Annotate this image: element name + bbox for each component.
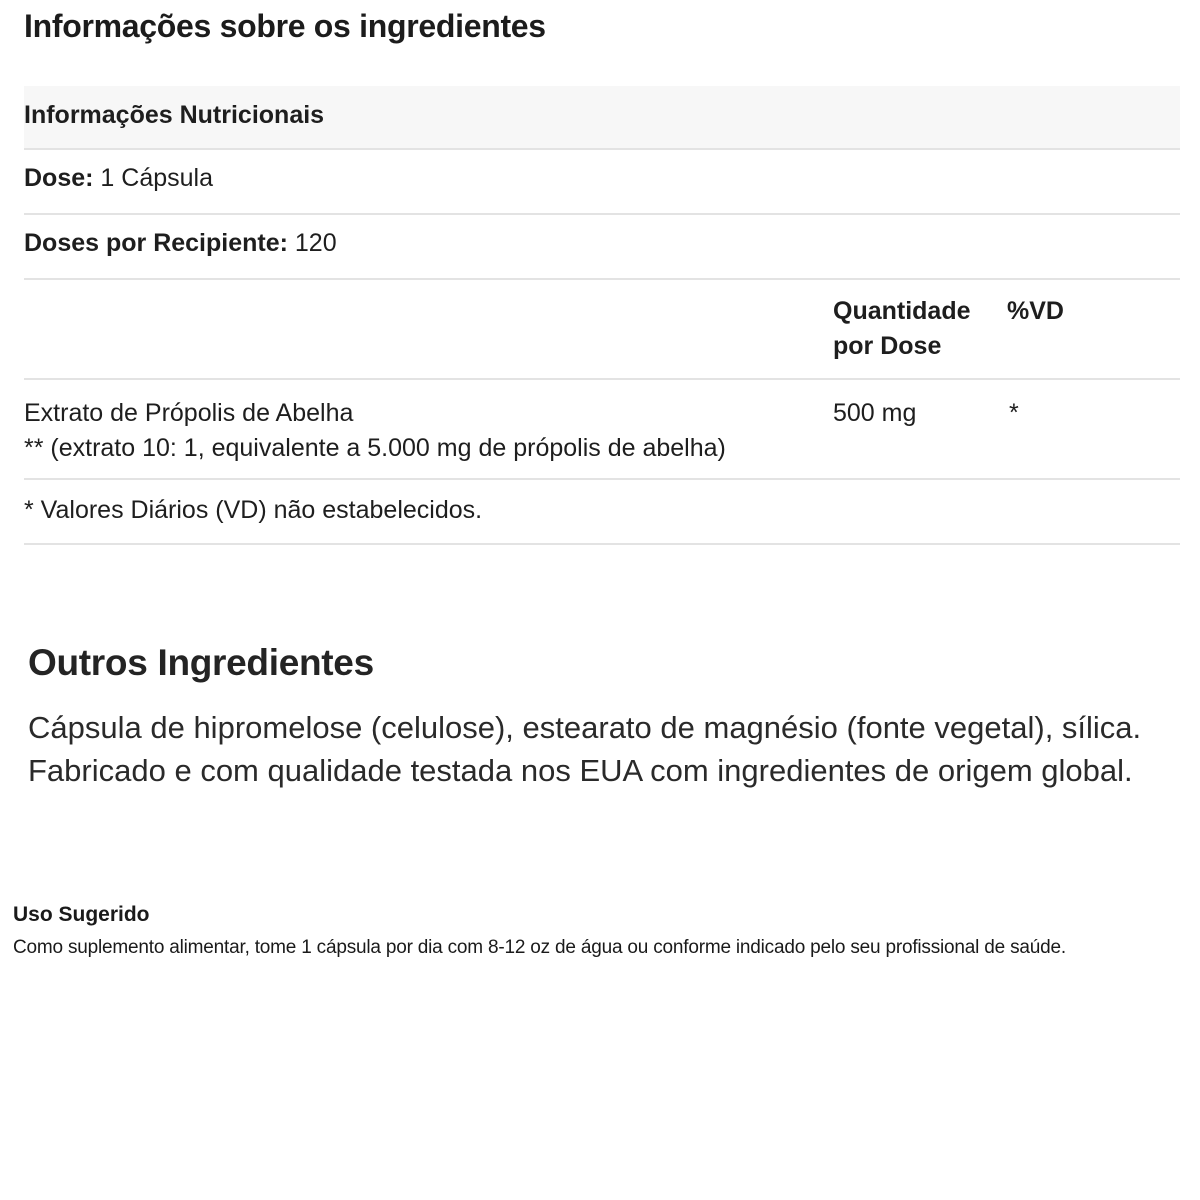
servings-per-container-label: Doses por Recipiente:: [24, 229, 288, 257]
serving-size-label: Dose:: [24, 164, 94, 192]
other-ingredients-line-2: Fabricado e com qualidade testada nos EUA com ingredientes de origem global.: [28, 753, 1133, 788]
ingredient-name-cell: [24, 396, 833, 478]
column-header-row: [24, 280, 1180, 380]
serving-size-row: [24, 150, 1180, 215]
dv-footnote: * Valores Diários (VD) não estabelecidos.: [24, 480, 1180, 545]
other-ingredients-text: [28, 706, 1188, 792]
servings-per-container-value: 120: [294, 229, 337, 257]
column-header-amount-line1: Quantidade: [833, 297, 971, 325]
servings-per-container-row: [24, 215, 1180, 280]
ingredient-dv: *: [1009, 399, 1019, 427]
suggested-use-text: Como suplemento alimentar, tome 1 cápsula por dia com 8-12 oz de água ou conforme indicado pelo seu profissional de saúde.: [13, 937, 1066, 958]
other-ingredients-title: Outros Ingredientes: [28, 642, 374, 683]
ingredient-name: Extrato de Própolis de Abelha: [24, 399, 354, 427]
page-title: Informações sobre os ingredientes: [24, 8, 546, 44]
other-ingredients-line-1: Cápsula de hipromelose (celulose), estearato de magnésio (fonte vegetal), sílica.: [28, 710, 1142, 745]
column-header-dv: %VD: [1007, 297, 1064, 325]
ingredient-note: ** (extrato 10: 1, equivalente a 5.000 mg de própolis de abelha): [24, 434, 726, 462]
column-header-amount-line2: por Dose: [833, 332, 942, 360]
column-header-name: [24, 294, 833, 378]
ingredient-amount: 500 mg: [833, 399, 917, 427]
supplement-facts-table: [24, 86, 1180, 545]
column-header-amount: [833, 294, 1007, 378]
facts-header: Informações Nutricionais: [24, 86, 1180, 150]
suggested-use-title: Uso Sugerido: [13, 903, 150, 926]
ingredient-row: [24, 380, 1180, 480]
serving-size-value: 1 Cápsula: [100, 164, 213, 192]
